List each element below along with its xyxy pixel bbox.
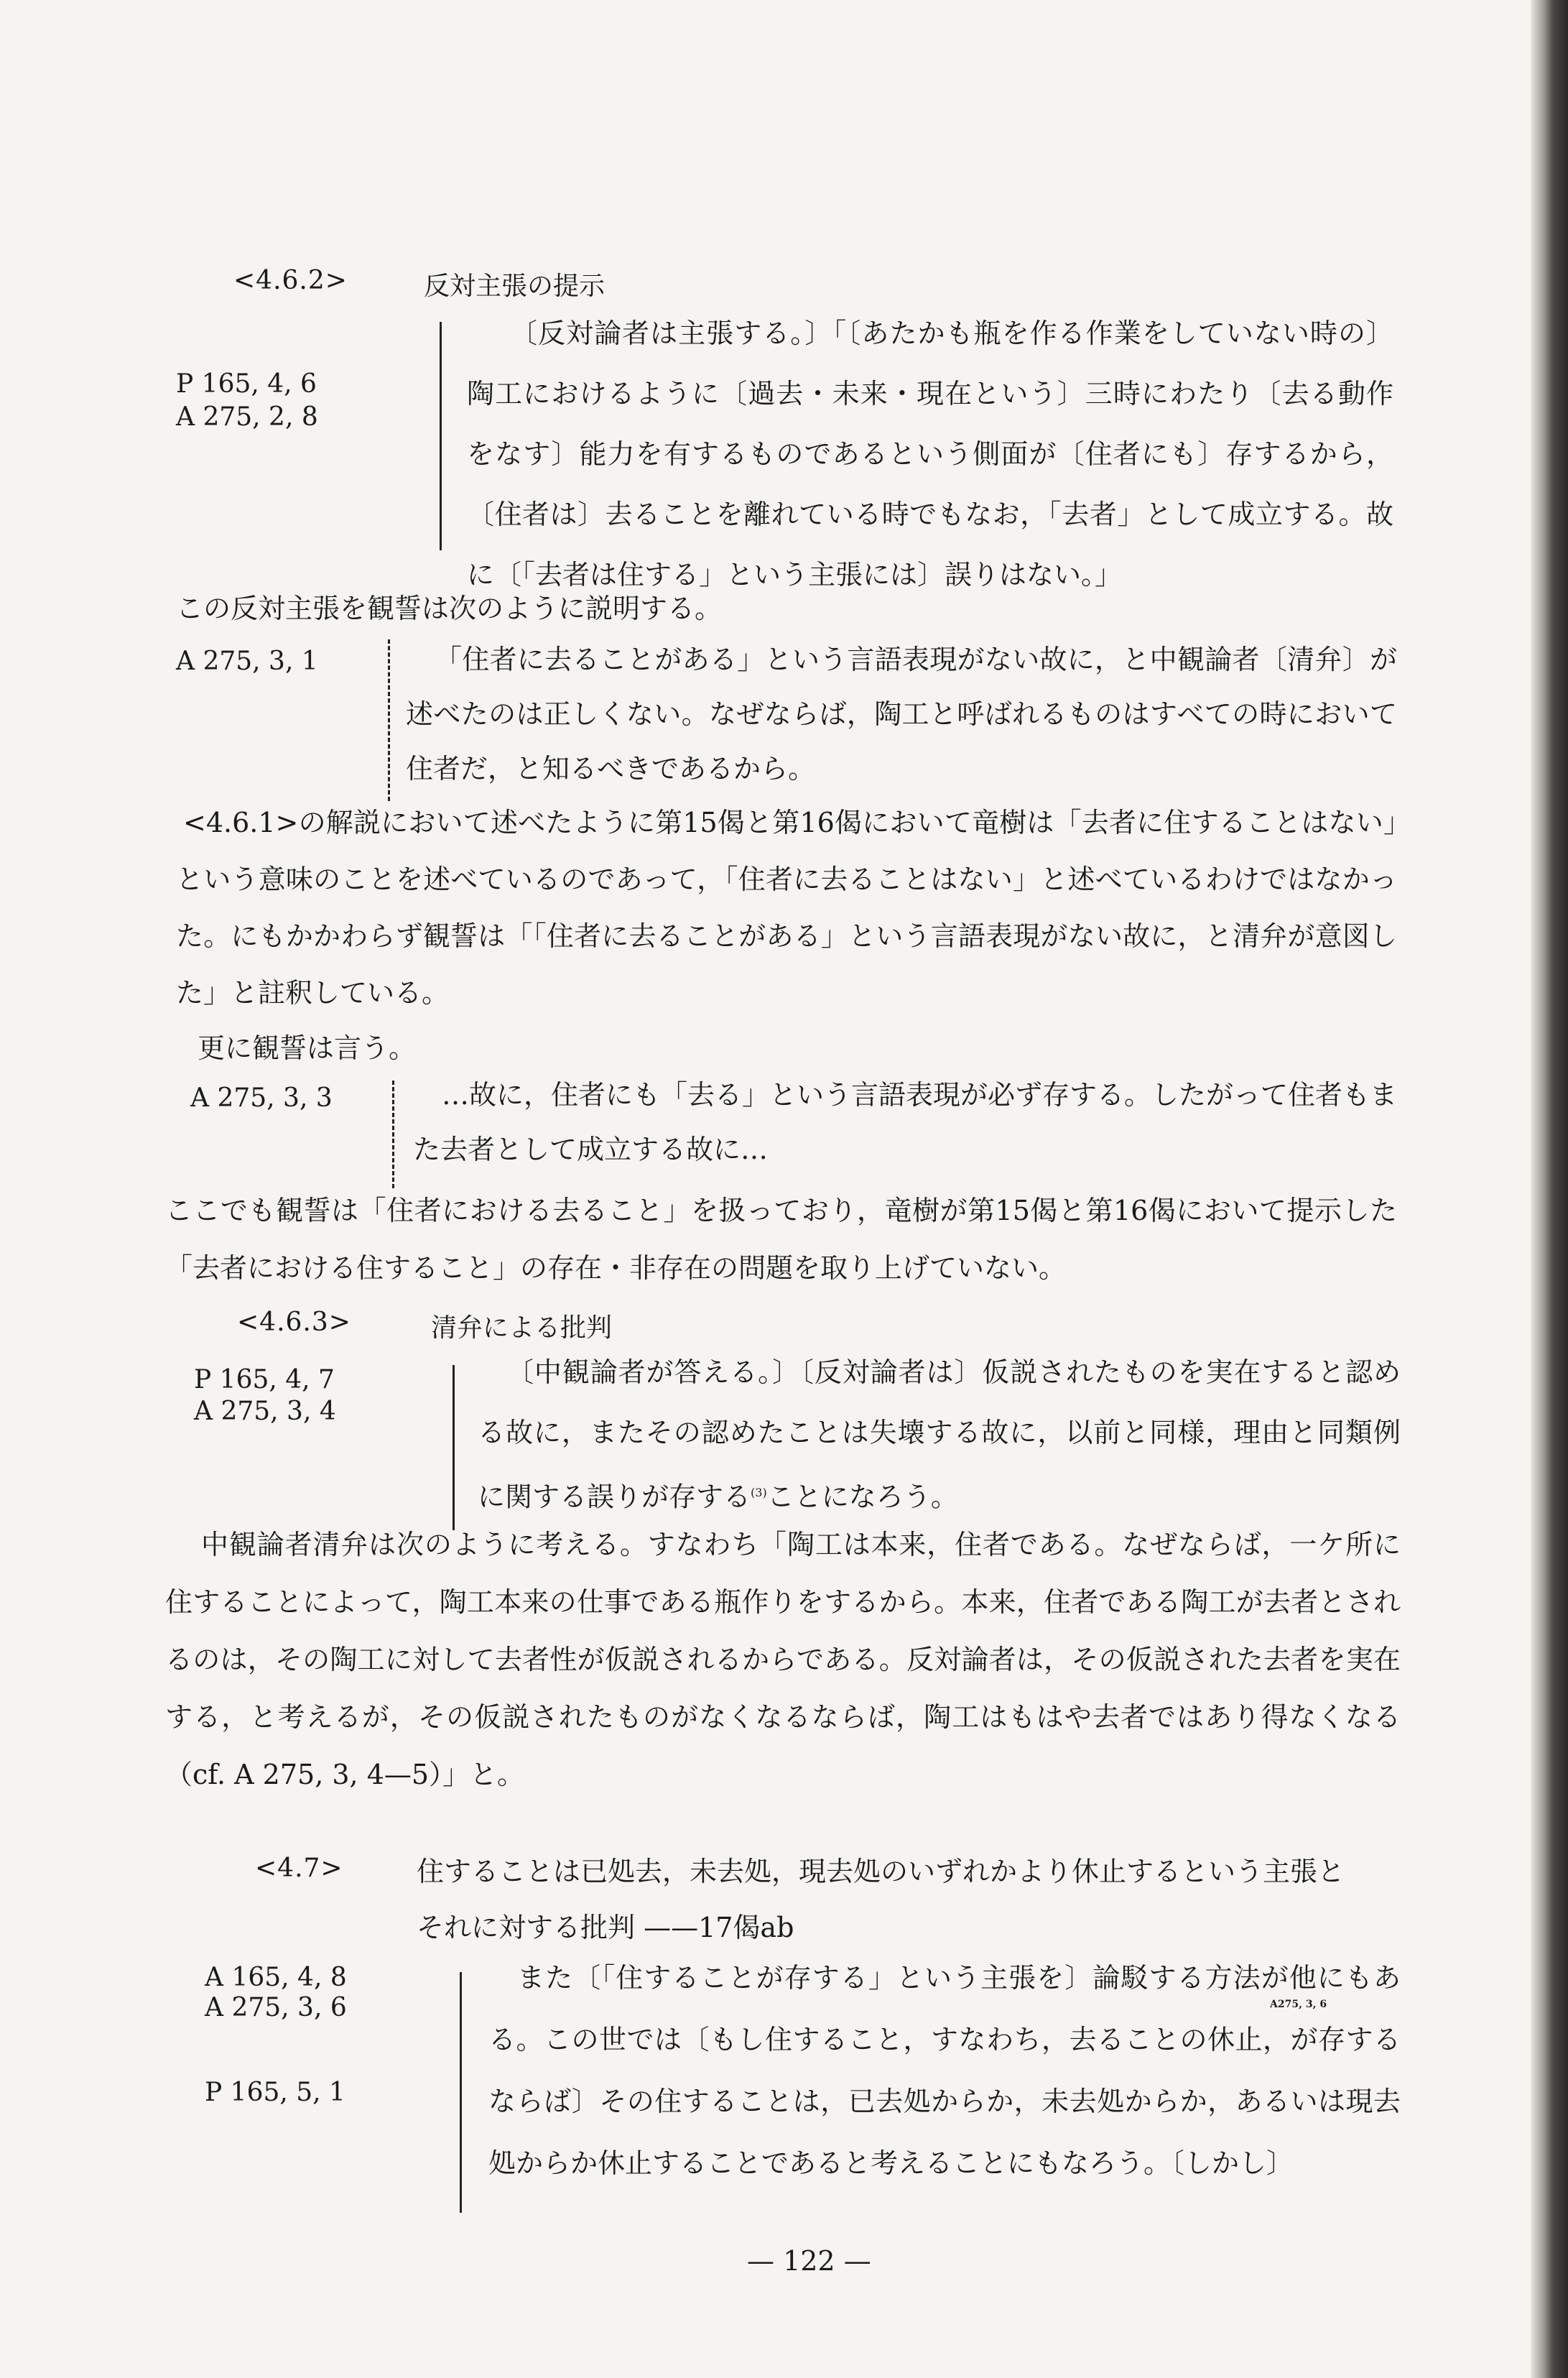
paragraph: <4.6.1>の解説において述べたように第15偈と第16偈において竜樹は「去者に住することはない」という意味のことを述べているのであって，「住者に去ることはない」と述べているわけではなかった。にもかかわらず観誓は「「住者に去ることがある」という言語表現がない故に，と清弁が意図した」と註釈している。 — [176, 807, 1397, 1009]
section-title-4-7-line1: 住することは已処去，未去処，現去処のいずれかより休止するという主張と — [417, 1856, 1345, 1887]
section-title-4-6-2: 反対主張の提示 — [424, 272, 606, 301]
paragraph: 中観論者清弁は次のように考える。すなわち「陶工は本来，住者である。なぜならば，一ケ所に住することによって，陶工本来の仕事である瓶作りをするから。本来，住者である陶工が去者とされるのは，その陶工に対して去者性が仮説されるからである。反対論者は，その仮説された去者を実在する，と考えるが，その仮説されたものがなくなるならば，陶工はもはや去者ではあり得なくなる（cf. A 275, 3, 4—5）」と。 — [165, 1529, 1401, 1790]
quote-bar-dashed — [392, 1081, 394, 1188]
section-title-4-7-line2: それに対する批判 ——17偈ab — [417, 1912, 794, 1943]
ref-a275-3-3: A 275, 3, 3 — [190, 1083, 333, 1113]
ref-a275-3-1: A 275, 3, 1 — [176, 647, 318, 676]
page-number: — 122 — — [747, 2245, 871, 2277]
quote-text: 「住者に去ることがある」という言語表現がない故に，と中観論者〔清弁〕が述べたのは正しくない。なぜならば，陶工と呼ばれるものはすべての時において住者だ，と知るべきであるから。 — [406, 644, 1397, 785]
quote-bar — [440, 322, 442, 550]
section-number-4-7: <4.7> — [255, 1854, 343, 1883]
paragraph: 更に観誓は言う。 — [198, 1032, 417, 1064]
ref-p165-4-6: P 165, 4, 6 — [176, 369, 317, 399]
quote-bar-dashed — [388, 639, 390, 801]
ref-a275-2-8: A 275, 2, 8 — [176, 402, 318, 432]
ref-a275-3-4: A 275, 3, 4 — [194, 1397, 336, 1426]
ref-a275-3-6: A 275, 3, 6 — [205, 1993, 347, 2022]
margin-note: A275, 3, 6 — [1270, 1999, 1327, 2010]
quote-text-end: ことになろう。 — [766, 1481, 958, 1513]
page-edge-shadow — [1531, 0, 1568, 2378]
quote-text: 〔反対論者は主張する。〕「〔あたかも瓶を作る作業をしていない時の〕陶工におけるように〔過去・未来・現在という〕三時にわたり〔去る動作をなす〕能力を有するものであるという側面が〔住者にも〕存するから，〔住者は〕去ることを離れている時でもなお，「去者」として成立する。故に〔「去者は住する」という主張には〕誤りはない。」 — [467, 318, 1393, 591]
quote-bar — [453, 1365, 455, 1530]
footnote-mark: (3) — [751, 1486, 767, 1499]
quote-text: …故に，住者にも「去る」という言語表現が必ず存する。したがって住者もまた去者として成立する故に… — [413, 1079, 1398, 1165]
ref-p165-5-1: P 165, 5, 1 — [205, 2078, 345, 2107]
paragraph: ここでも観誓は「住者における去ること」を扱っており，竜樹が第15偈と第16偈において提示した「去者における住すること」の存在・非存在の問題を取り上げていない。 — [165, 1195, 1397, 1284]
paragraph: この反対主張を観誓は次のように説明する。 — [176, 593, 723, 624]
ref-a165-4-8: A 165, 4, 8 — [205, 1963, 347, 1992]
quote-text — [478, 1342, 1401, 1527]
section-number-4-6-3: <4.6.3> — [237, 1308, 351, 1337]
section-title-4-6-3: 清弁による批判 — [431, 1313, 613, 1343]
ref-p165-4-7: P 165, 4, 7 — [194, 1365, 335, 1394]
quote-text-main: 〔中観論者が答える。〕〔反対論者は〕仮説されたものを実在すると認める故に，またその認めたことは失壊する故に，以前と同様，理由と同類例に関する誤りが存する — [478, 1356, 1401, 1513]
quote-bar — [460, 1972, 462, 2213]
quote-text: また〔「住することが存する」という主張を〕論駁する方法が他にもある。この世では〔もし住すること，すなわち，去ることの休止，が存するならば〕その住することは，已去処からか，未去処からか，あるいは現去処からか休止することであると考えることにもなろう。〔しかし〕 — [488, 1962, 1401, 2179]
section-number-4-6-2: <4.6.2> — [233, 266, 348, 295]
